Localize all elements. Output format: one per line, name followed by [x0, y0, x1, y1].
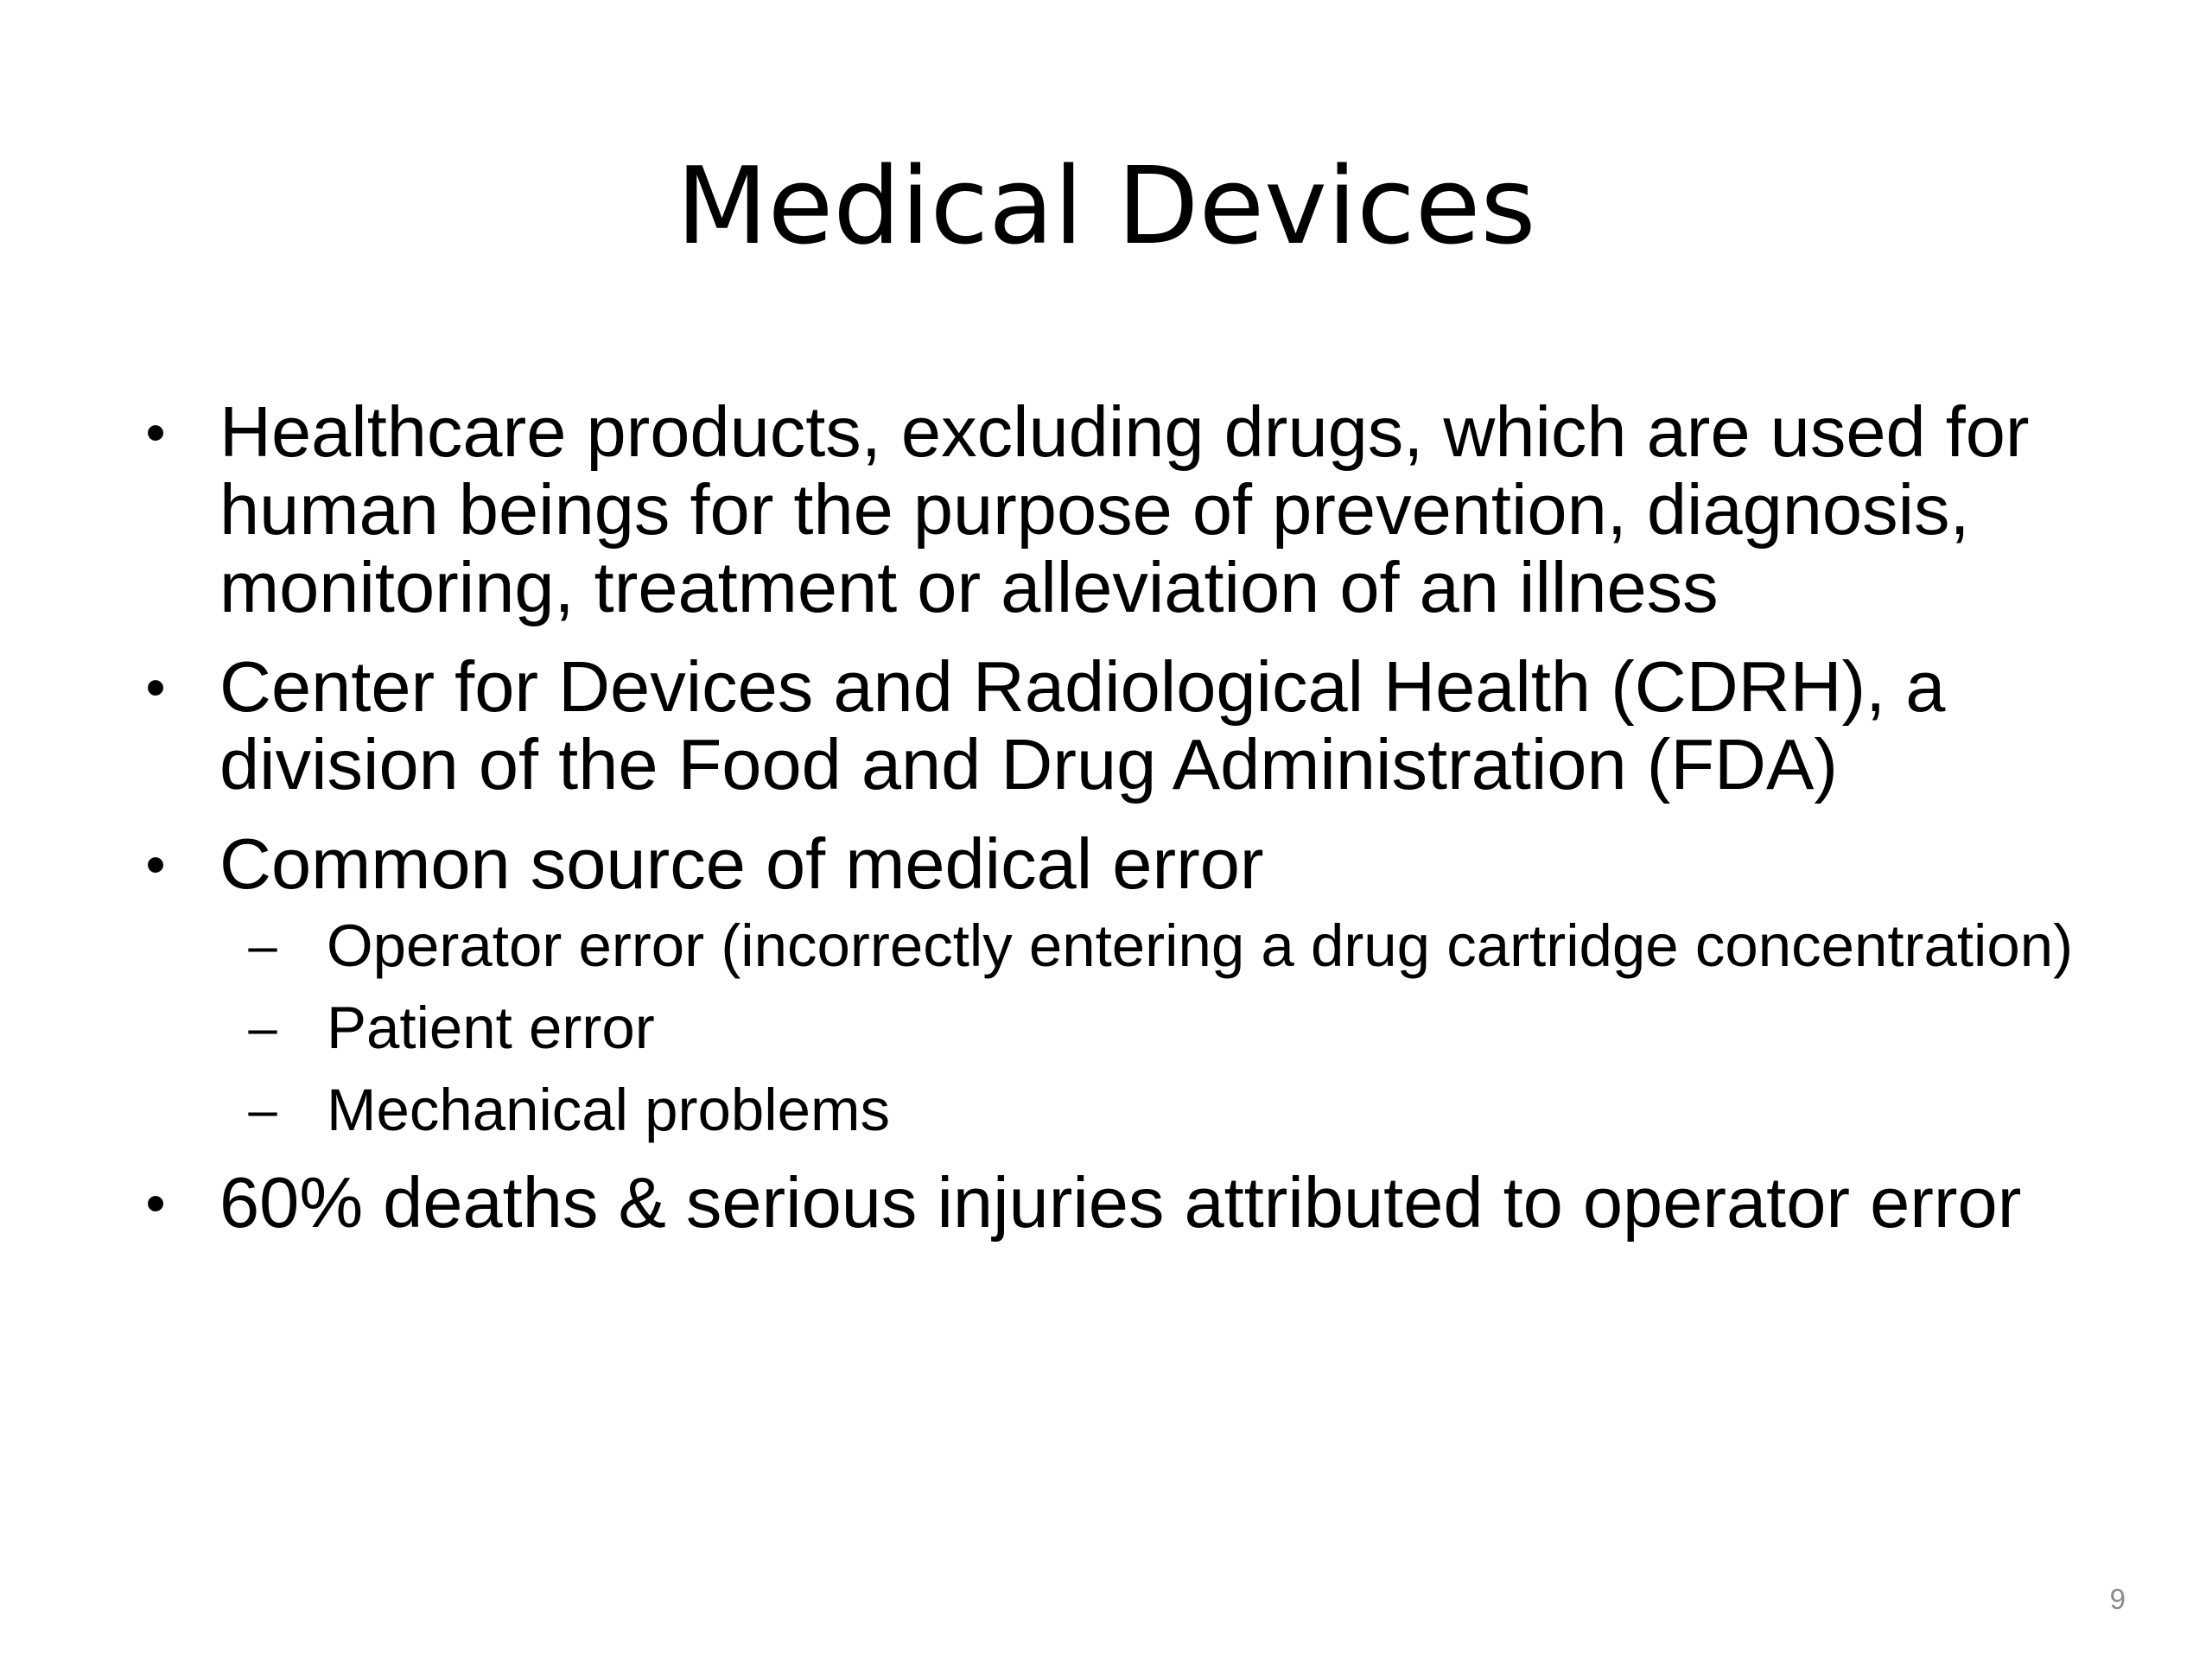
dash-marker: –	[248, 999, 277, 1057]
sub-bullet-item	[228, 995, 2117, 1060]
bullet-text: 60% deaths & serious injuries attributed to operator error	[219, 1162, 2022, 1243]
bullet-list	[130, 393, 2117, 1263]
sub-bullet-text: Mechanical problems	[327, 1077, 890, 1143]
bullet-item	[130, 825, 2117, 1142]
bullet-item	[130, 393, 2117, 626]
bullet-item	[130, 1164, 2117, 1242]
sub-bullet-list	[219, 913, 2117, 1142]
bullet-text: Common source of medical error	[219, 823, 1264, 904]
bullet-marker: •	[145, 832, 166, 896]
sub-bullet-item	[228, 913, 2117, 978]
sub-bullet-text: Patient error	[327, 995, 655, 1061]
page-number: 9	[2109, 1583, 2126, 1615]
sub-bullet-item	[228, 1077, 2117, 1142]
bullet-text: Center for Devices and Radiological Health (CDRH), a division of the Food and Drug Administration (FDA)	[219, 646, 1946, 804]
dash-marker: –	[248, 1081, 277, 1139]
sub-bullet-text: Operator error (incorrectly entering a drug cartridge concentration)	[327, 912, 2074, 979]
bullet-item	[130, 648, 2117, 804]
bullet-marker: •	[145, 1171, 166, 1235]
dash-marker: –	[248, 917, 277, 975]
bullet-marker: •	[145, 400, 166, 464]
slide-title: Medical Devices	[676, 145, 1536, 269]
bullet-marker: •	[145, 655, 166, 719]
bullet-text: Healthcare products, excluding drugs, which are used for human beings for the purpose of prevention, diagnosis, monitoring, treatment or alleviation of an illness	[219, 391, 2030, 627]
